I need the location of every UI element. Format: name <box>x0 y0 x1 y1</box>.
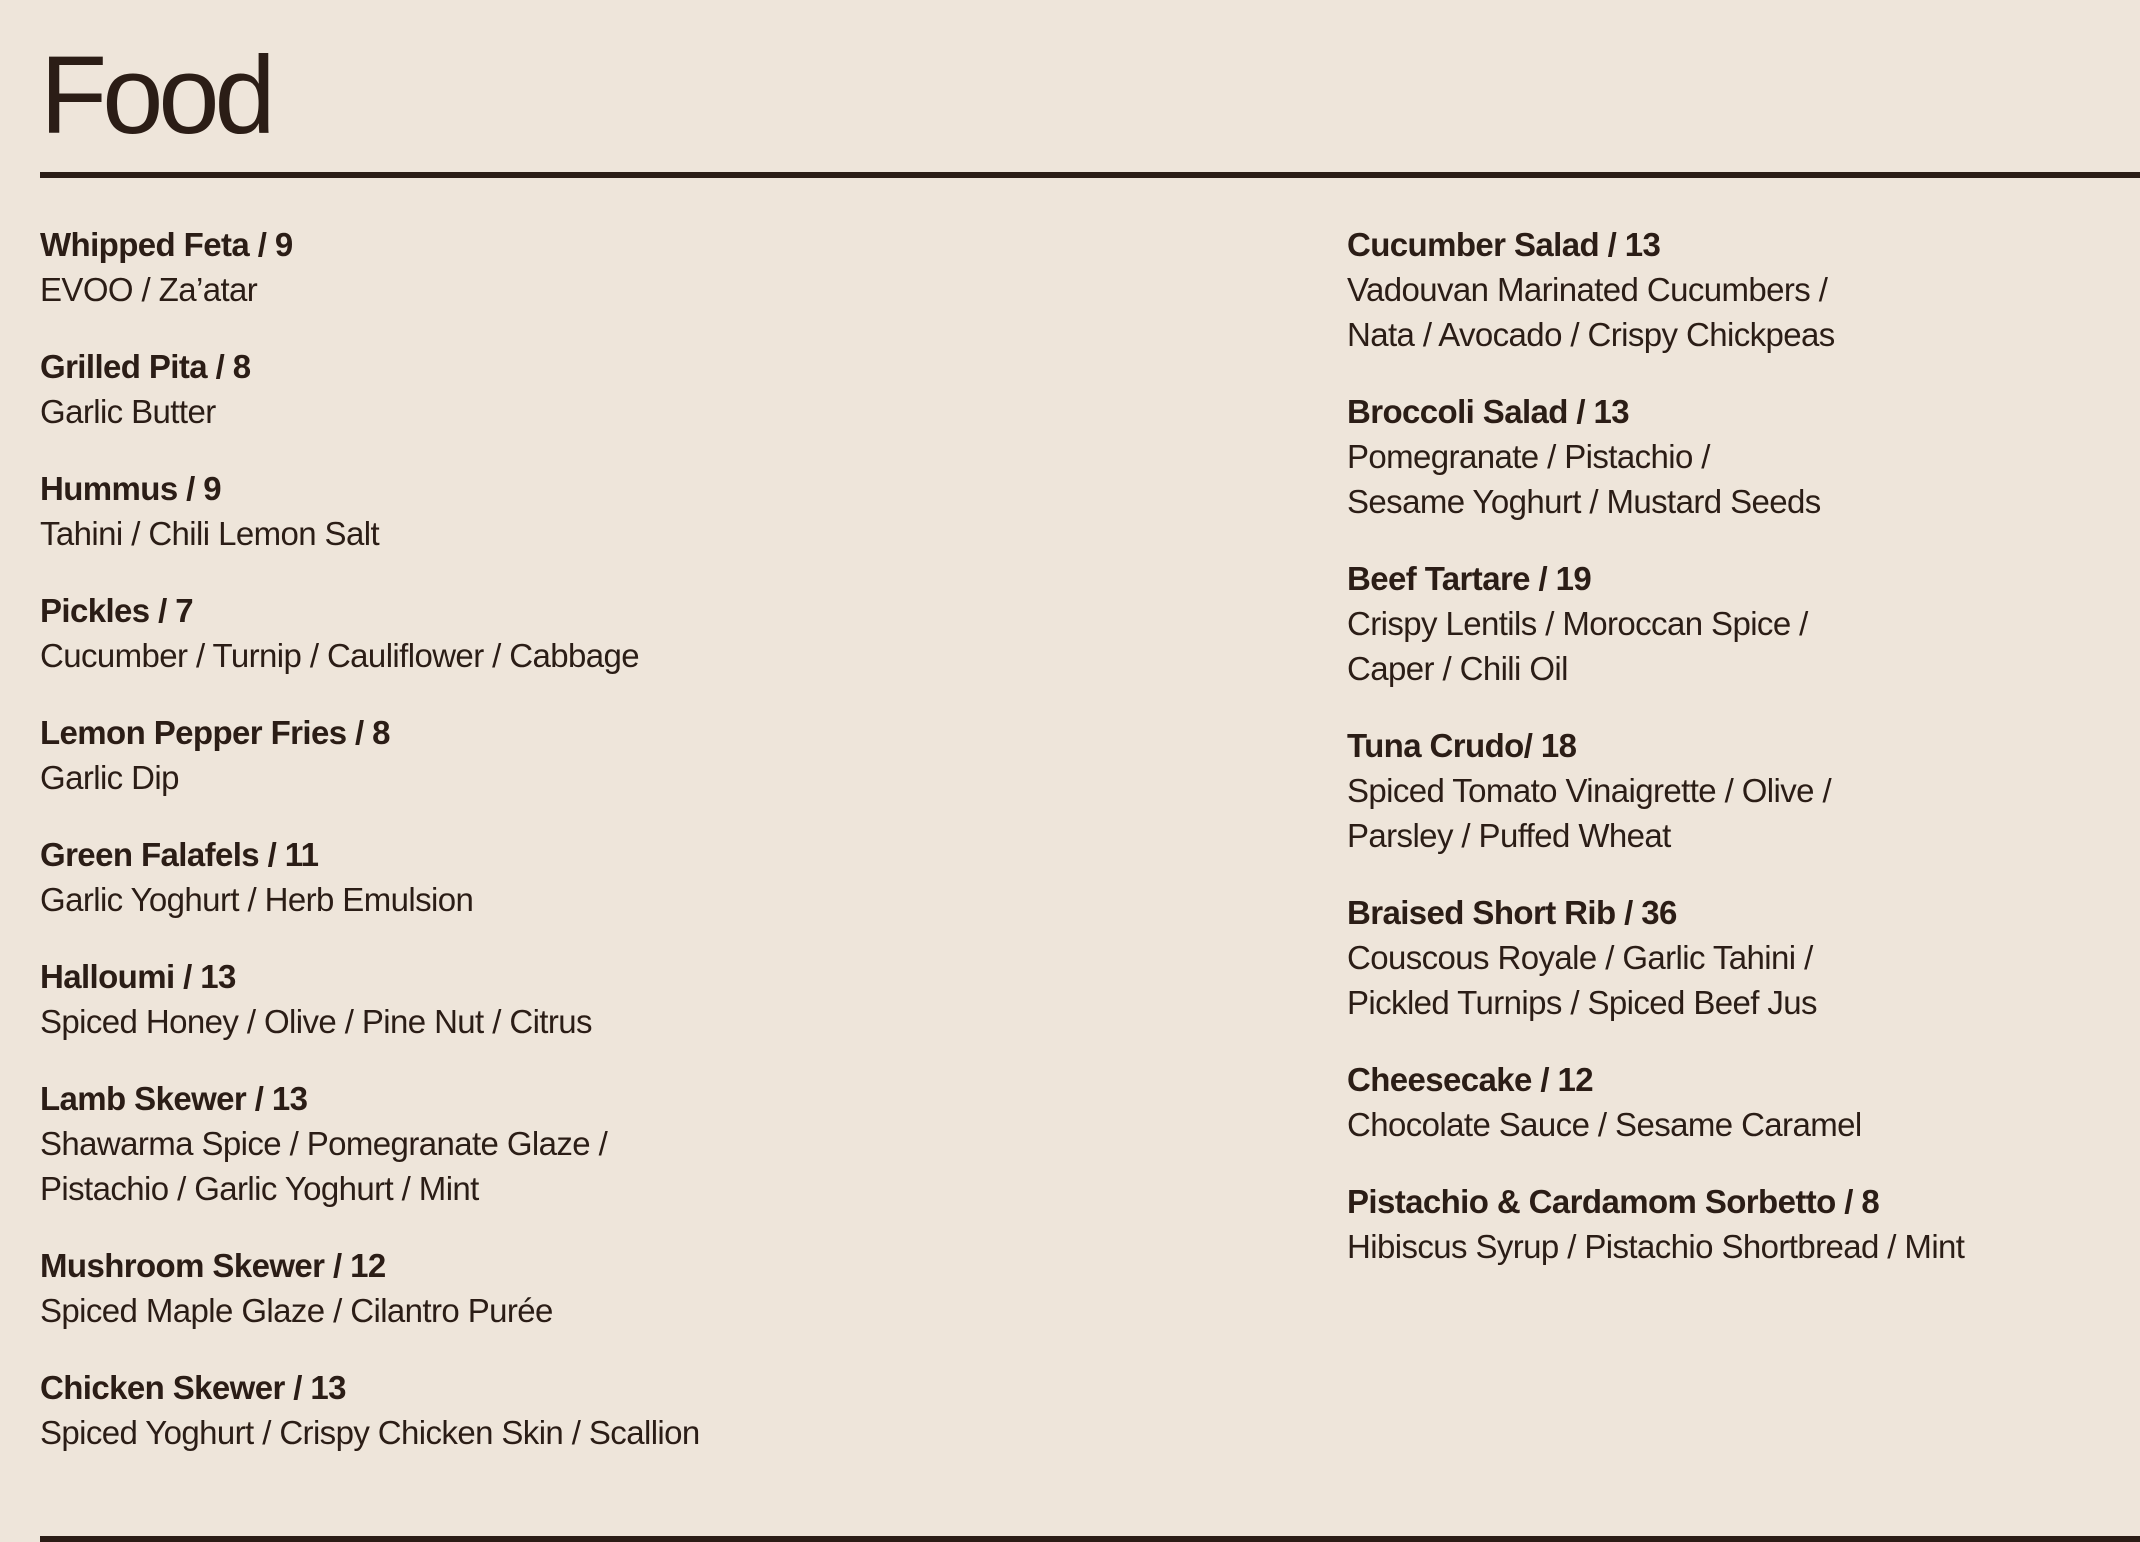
item-name: Broccoli Salad / 13 <box>1347 393 1630 430</box>
item-description: Pickled Turnips / Spiced Beef Jus <box>1347 984 1817 1021</box>
item-description: Shawarma Spice / Pomegranate Glaze / <box>40 1125 608 1162</box>
menu-item <box>40 222 1240 312</box>
item-description: Spiced Honey / Olive / Pine Nut / Citrus <box>40 1003 592 1040</box>
item-name: Tuna Crudo/ 18 <box>1347 727 1577 764</box>
item-description: Garlic Dip <box>40 759 179 796</box>
menu-item <box>40 588 1240 678</box>
menu-item <box>40 832 1240 922</box>
menu-item <box>1347 389 2127 524</box>
item-name: Grilled Pita / 8 <box>40 348 251 385</box>
item-description: Couscous Royale / Garlic Tahini / <box>1347 939 1813 976</box>
menu-item <box>40 710 1240 800</box>
menu-item <box>40 466 1240 556</box>
item-description: Spiced Tomato Vinaigrette / Olive / <box>1347 772 1832 809</box>
item-description: Chocolate Sauce / Sesame Caramel <box>1347 1106 1862 1143</box>
item-description: Parsley / Puffed Wheat <box>1347 817 1671 854</box>
item-name: Lemon Pepper Fries / 8 <box>40 714 390 751</box>
item-name: Braised Short Rib / 36 <box>1347 894 1677 931</box>
item-description: Pistachio / Garlic Yoghurt / Mint <box>40 1170 479 1207</box>
item-description: Garlic Butter <box>40 393 216 430</box>
menu-title: Food <box>40 34 271 157</box>
item-description: Nata / Avocado / Crispy Chickpeas <box>1347 316 1835 353</box>
item-description: Spiced Maple Glaze / Cilantro Purée <box>40 1292 553 1329</box>
item-name: Cucumber Salad / 13 <box>1347 226 1661 263</box>
menu-item <box>40 1365 1240 1455</box>
menu-item <box>40 344 1240 434</box>
item-description: Cucumber / Turnip / Cauliflower / Cabbage <box>40 637 640 674</box>
item-name: Hummus / 9 <box>40 470 222 507</box>
menu-item <box>1347 890 2127 1025</box>
item-name: Chicken Skewer / 13 <box>40 1369 346 1406</box>
item-name: Green Falafels / 11 <box>40 836 319 873</box>
item-description: Pomegranate / Pistachio / <box>1347 438 1710 475</box>
item-name: Whipped Feta / 9 <box>40 226 293 263</box>
item-name: Cheesecake / 12 <box>1347 1061 1594 1098</box>
item-description: Spiced Yoghurt / Crispy Chicken Skin / Scallion <box>40 1414 700 1451</box>
menu-item <box>1347 556 2127 691</box>
menu-item <box>1347 1057 2127 1147</box>
menu-item <box>1347 723 2127 858</box>
menu-item <box>40 1076 1240 1211</box>
item-description: Vadouvan Marinated Cucumbers / <box>1347 271 1828 308</box>
item-description: EVOO / Za’atar <box>40 271 258 308</box>
left-column <box>40 222 1240 1487</box>
menu-item <box>1347 1179 2127 1269</box>
right-column <box>1347 222 2127 1301</box>
menu-item <box>1347 222 2127 357</box>
item-name: Beef Tartare / 19 <box>1347 560 1592 597</box>
menu-item <box>40 1243 1240 1333</box>
item-name: Lamb Skewer / 13 <box>40 1080 308 1117</box>
item-description: Garlic Yoghurt / Herb Emulsion <box>40 881 474 918</box>
item-description: Hibiscus Syrup / Pistachio Shortbread / Mint <box>1347 1228 1965 1265</box>
item-name: Pickles / 7 <box>40 592 194 629</box>
item-description: Sesame Yoghurt / Mustard Seeds <box>1347 483 1821 520</box>
menu-item <box>40 954 1240 1044</box>
item-name: Mushroom Skewer / 12 <box>40 1247 386 1284</box>
item-description: Caper / Chili Oil <box>1347 650 1568 687</box>
item-description: Tahini / Chili Lemon Salt <box>40 515 380 552</box>
top-divider <box>40 172 2140 178</box>
menu-page <box>40 0 2140 1542</box>
item-description: Crispy Lentils / Moroccan Spice / <box>1347 605 1808 642</box>
item-name: Halloumi / 13 <box>40 958 236 995</box>
item-name: Pistachio & Cardamom Sorbetto / 8 <box>1347 1183 1880 1220</box>
bottom-divider <box>40 1536 2140 1542</box>
